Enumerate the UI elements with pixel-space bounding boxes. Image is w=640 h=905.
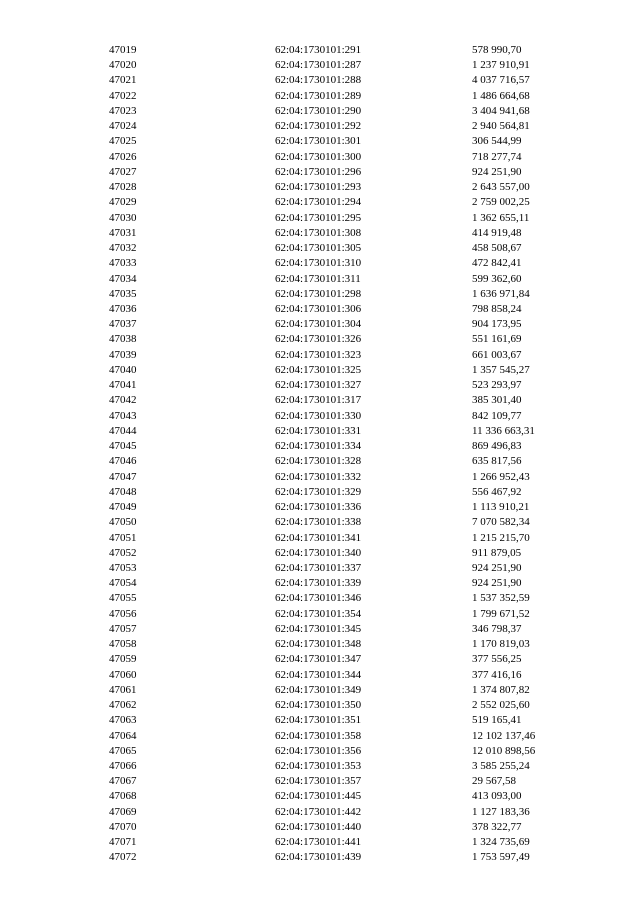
cadastral-value-cell: 1 362 655,11	[472, 211, 530, 224]
row-number-cell: 47040	[109, 363, 137, 376]
row-number-cell: 47022	[109, 89, 137, 102]
table-row	[109, 211, 592, 226]
cadastral-number-cell: 62:04:1730101:290	[275, 104, 362, 117]
cadastral-number-cell: 62:04:1730101:289	[275, 89, 362, 102]
cadastral-value-cell: 842 109,77	[472, 409, 522, 422]
table-row	[109, 576, 592, 591]
cadastral-value-cell: 798 858,24	[472, 302, 522, 315]
cadastral-number-cell: 62:04:1730101:287	[275, 59, 362, 72]
cadastral-value-cell: 378 322,77	[472, 820, 522, 833]
table-row	[109, 774, 592, 789]
cadastral-value-cell: 523 293,97	[472, 379, 522, 392]
row-number-cell: 47038	[109, 333, 137, 346]
cadastral-value-cell: 1 113 910,21	[472, 501, 530, 514]
cadastral-value-cell: 1 237 910,91	[472, 59, 530, 72]
cadastral-number-cell: 62:04:1730101:351	[275, 714, 362, 727]
row-number-cell: 47049	[109, 501, 137, 514]
cadastral-number-cell: 62:04:1730101:337	[275, 561, 362, 574]
table-row	[109, 683, 592, 698]
cadastral-number-cell: 62:04:1730101:345	[275, 622, 362, 635]
cadastral-value-cell: 472 842,41	[472, 257, 522, 270]
table-row	[109, 607, 592, 622]
row-number-cell: 47069	[109, 805, 137, 818]
row-number-cell: 47031	[109, 226, 137, 239]
cadastral-number-cell: 62:04:1730101:308	[275, 226, 362, 239]
cadastral-number-cell: 62:04:1730101:325	[275, 363, 362, 376]
row-number-cell: 47072	[109, 851, 137, 864]
table-row	[109, 393, 592, 408]
table-row	[109, 256, 592, 271]
cadastral-number-cell: 62:04:1730101:328	[275, 455, 362, 468]
cadastral-value-cell: 1 127 183,36	[472, 805, 530, 818]
cadastral-number-cell: 62:04:1730101:354	[275, 607, 362, 620]
row-number-cell: 47048	[109, 485, 137, 498]
row-number-cell: 47051	[109, 531, 137, 544]
table-row	[109, 546, 592, 561]
cadastral-value-cell: 1 170 819,03	[472, 638, 530, 651]
table-row	[109, 287, 592, 302]
table-row	[109, 58, 592, 73]
cadastral-value-cell: 924 251,90	[472, 577, 522, 590]
table-row	[109, 165, 592, 180]
cadastral-number-cell: 62:04:1730101:292	[275, 120, 362, 133]
row-number-cell: 47044	[109, 424, 137, 437]
row-number-cell: 47053	[109, 561, 137, 574]
row-number-cell: 47046	[109, 455, 137, 468]
cadastral-number-cell: 62:04:1730101:293	[275, 181, 362, 194]
cadastral-value-cell: 1 486 664,68	[472, 89, 530, 102]
row-number-cell: 47050	[109, 516, 137, 529]
cadastral-number-cell: 62:04:1730101:301	[275, 135, 362, 148]
cadastral-number-cell: 62:04:1730101:306	[275, 302, 362, 315]
row-number-cell: 47066	[109, 760, 137, 773]
table-row	[109, 561, 592, 576]
cadastral-value-cell: 1 374 807,82	[472, 683, 530, 696]
table-row	[109, 302, 592, 317]
table-row	[109, 591, 592, 606]
cadastral-value-cell: 306 544,99	[472, 135, 522, 148]
table-row	[109, 485, 592, 500]
cadastral-number-cell: 62:04:1730101:334	[275, 440, 362, 453]
cadastral-value-cell: 11 336 663,31	[472, 424, 535, 437]
row-number-cell: 47034	[109, 272, 137, 285]
cadastral-number-cell: 62:04:1730101:339	[275, 577, 362, 590]
row-number-cell: 47065	[109, 744, 137, 757]
table-row	[109, 805, 592, 820]
row-number-cell: 47042	[109, 394, 137, 407]
cadastral-value-cell: 377 416,16	[472, 668, 522, 681]
cadastral-value-cell: 599 362,60	[472, 272, 522, 285]
cadastral-value-cell: 924 251,90	[472, 561, 522, 574]
table-row	[109, 637, 592, 652]
cadastral-value-cell: 12 102 137,46	[472, 729, 536, 742]
row-number-cell: 47071	[109, 836, 137, 849]
cadastral-number-cell: 62:04:1730101:295	[275, 211, 362, 224]
table-row	[109, 515, 592, 530]
cadastral-value-cell: 414 919,48	[472, 226, 522, 239]
row-number-cell: 47043	[109, 409, 137, 422]
row-number-cell: 47054	[109, 577, 137, 590]
cadastral-number-cell: 62:04:1730101:300	[275, 150, 362, 163]
cadastral-value-cell: 1 799 671,52	[472, 607, 530, 620]
cadastral-number-cell: 62:04:1730101:311	[275, 272, 361, 285]
cadastral-number-cell: 62:04:1730101:323	[275, 348, 362, 361]
cadastral-number-cell: 62:04:1730101:304	[275, 318, 362, 331]
table-row	[109, 226, 592, 241]
cadastral-value-cell: 3 585 255,24	[472, 760, 530, 773]
table-row	[109, 622, 592, 637]
table-row	[109, 729, 592, 744]
row-number-cell: 47023	[109, 104, 137, 117]
row-number-cell: 47029	[109, 196, 137, 209]
row-number-cell: 47019	[109, 44, 137, 56]
cadastral-value-cell: 12 010 898,56	[472, 744, 536, 757]
table-row	[109, 789, 592, 804]
table-row	[109, 668, 592, 683]
cadastral-value-cell: 904 173,95	[472, 318, 522, 331]
cadastral-value-cell: 2 940 564,81	[472, 120, 530, 133]
cadastral-value-cell: 2 759 002,25	[472, 196, 530, 209]
row-number-cell: 47060	[109, 668, 137, 681]
cadastral-value-cell: 911 879,05	[472, 546, 522, 559]
table-body	[109, 43, 592, 866]
cadastral-value-cell: 2 552 025,60	[472, 699, 530, 712]
cadastral-number-cell: 62:04:1730101:310	[275, 257, 362, 270]
cadastral-value-cell: 1 753 597,49	[472, 851, 530, 864]
cadastral-value-cell: 413 093,00	[472, 790, 522, 803]
cadastral-number-cell: 62:04:1730101:356	[275, 744, 362, 757]
table-row	[109, 850, 592, 865]
row-number-cell: 47068	[109, 790, 137, 803]
cadastral-value-cell: 1 537 352,59	[472, 592, 530, 605]
cadastral-value-cell: 1 215 215,70	[472, 531, 530, 544]
table-row	[109, 317, 592, 332]
row-number-cell: 47070	[109, 820, 137, 833]
table-row	[109, 470, 592, 485]
cadastral-number-cell: 62:04:1730101:440	[275, 820, 362, 833]
cadastral-number-cell: 62:04:1730101:439	[275, 851, 362, 864]
table-row	[109, 43, 592, 58]
cadastral-value-table	[109, 43, 592, 866]
table-row	[109, 500, 592, 515]
cadastral-value-cell: 924 251,90	[472, 165, 522, 178]
row-number-cell: 47035	[109, 287, 137, 300]
table-row	[109, 424, 592, 439]
cadastral-value-cell: 718 277,74	[472, 150, 522, 163]
row-number-cell: 47067	[109, 775, 137, 788]
row-number-cell: 47027	[109, 165, 137, 178]
table-row	[109, 241, 592, 256]
row-number-cell: 47020	[109, 59, 137, 72]
table-row	[109, 652, 592, 667]
cadastral-number-cell: 62:04:1730101:445	[275, 790, 362, 803]
cadastral-value-cell: 29 567,58	[472, 775, 516, 788]
table-row	[109, 180, 592, 195]
row-number-cell: 47062	[109, 699, 137, 712]
cadastral-number-cell: 62:04:1730101:350	[275, 699, 362, 712]
cadastral-value-cell: 869 496,83	[472, 440, 522, 453]
cadastral-number-cell: 62:04:1730101:288	[275, 74, 362, 87]
table-row	[109, 835, 592, 850]
row-number-cell: 47056	[109, 607, 137, 620]
cadastral-number-cell: 62:04:1730101:346	[275, 592, 362, 605]
table-row	[109, 713, 592, 728]
table-row	[109, 89, 592, 104]
cadastral-number-cell: 62:04:1730101:338	[275, 516, 362, 529]
table-row	[109, 363, 592, 378]
cadastral-value-cell: 4 037 716,57	[472, 74, 530, 87]
cadastral-number-cell: 62:04:1730101:344	[275, 668, 362, 681]
row-number-cell: 47025	[109, 135, 137, 148]
cadastral-number-cell: 62:04:1730101:357	[275, 775, 362, 788]
row-number-cell: 47059	[109, 653, 137, 666]
row-number-cell: 47063	[109, 714, 137, 727]
cadastral-value-cell: 458 508,67	[472, 242, 522, 255]
cadastral-value-cell: 578 990,70	[472, 44, 522, 56]
row-number-cell: 47028	[109, 181, 137, 194]
row-number-cell: 47037	[109, 318, 137, 331]
cadastral-value-cell: 7 070 582,34	[472, 516, 530, 529]
cadastral-value-cell: 635 817,56	[472, 455, 522, 468]
cadastral-value-cell: 1 266 952,43	[472, 470, 530, 483]
cadastral-number-cell: 62:04:1730101:358	[275, 729, 362, 742]
cadastral-number-cell: 62:04:1730101:348	[275, 638, 362, 651]
cadastral-number-cell: 62:04:1730101:330	[275, 409, 362, 422]
table-row	[109, 531, 592, 546]
cadastral-value-cell: 556 467,92	[472, 485, 522, 498]
table-row	[109, 454, 592, 469]
row-number-cell: 47026	[109, 150, 137, 163]
table-row	[109, 409, 592, 424]
table-row	[109, 104, 592, 119]
cadastral-number-cell: 62:04:1730101:317	[275, 394, 362, 407]
cadastral-number-cell: 62:04:1730101:340	[275, 546, 362, 559]
cadastral-number-cell: 62:04:1730101:294	[275, 196, 362, 209]
row-number-cell: 47041	[109, 379, 137, 392]
cadastral-value-cell: 1 324 735,69	[472, 836, 530, 849]
cadastral-value-cell: 346 798,37	[472, 622, 522, 635]
table-row	[109, 698, 592, 713]
table-row	[109, 134, 592, 149]
cadastral-number-cell: 62:04:1730101:332	[275, 470, 362, 483]
table-row	[109, 73, 592, 88]
row-number-cell: 47033	[109, 257, 137, 270]
table-row	[109, 150, 592, 165]
cadastral-number-cell: 62:04:1730101:326	[275, 333, 362, 346]
row-number-cell: 47039	[109, 348, 137, 361]
table-row	[109, 820, 592, 835]
cadastral-value-cell: 3 404 941,68	[472, 104, 530, 117]
cadastral-number-cell: 62:04:1730101:353	[275, 760, 362, 773]
row-number-cell: 47061	[109, 683, 137, 696]
cadastral-number-cell: 62:04:1730101:329	[275, 485, 362, 498]
row-number-cell: 47032	[109, 242, 137, 255]
cadastral-number-cell: 62:04:1730101:442	[275, 805, 362, 818]
cadastral-value-cell: 377 556,25	[472, 653, 522, 666]
row-number-cell: 47064	[109, 729, 137, 742]
table-row	[109, 759, 592, 774]
cadastral-number-cell: 62:04:1730101:296	[275, 165, 362, 178]
row-number-cell: 47058	[109, 638, 137, 651]
cadastral-number-cell: 62:04:1730101:336	[275, 501, 362, 514]
table-row	[109, 272, 592, 287]
row-number-cell: 47047	[109, 470, 137, 483]
cadastral-number-cell: 62:04:1730101:347	[275, 653, 362, 666]
table-row	[109, 332, 592, 347]
row-number-cell: 47055	[109, 592, 137, 605]
cadastral-value-cell: 551 161,69	[472, 333, 522, 346]
cadastral-number-cell: 62:04:1730101:441	[275, 836, 362, 849]
table-row	[109, 744, 592, 759]
row-number-cell: 47036	[109, 302, 137, 315]
table-row	[109, 378, 592, 393]
cadastral-number-cell: 62:04:1730101:331	[275, 424, 362, 437]
cadastral-number-cell: 62:04:1730101:298	[275, 287, 362, 300]
table-row	[109, 439, 592, 454]
cadastral-value-cell: 1 357 545,27	[472, 363, 530, 376]
table-row	[109, 119, 592, 134]
cadastral-value-cell: 1 636 971,84	[472, 287, 530, 300]
row-number-cell: 47021	[109, 74, 137, 87]
cadastral-number-cell: 62:04:1730101:305	[275, 242, 362, 255]
table-row	[109, 348, 592, 363]
cadastral-value-cell: 519 165,41	[472, 714, 522, 727]
cadastral-number-cell: 62:04:1730101:291	[275, 44, 362, 56]
row-number-cell: 47057	[109, 622, 137, 635]
row-number-cell: 47024	[109, 120, 137, 133]
cadastral-number-cell: 62:04:1730101:349	[275, 683, 362, 696]
cadastral-value-cell: 385 301,40	[472, 394, 522, 407]
row-number-cell: 47052	[109, 546, 137, 559]
cadastral-value-cell: 661 003,67	[472, 348, 522, 361]
table-row	[109, 195, 592, 210]
cadastral-number-cell: 62:04:1730101:327	[275, 379, 362, 392]
cadastral-value-cell: 2 643 557,00	[472, 181, 530, 194]
row-number-cell: 47045	[109, 440, 137, 453]
row-number-cell: 47030	[109, 211, 137, 224]
cadastral-number-cell: 62:04:1730101:341	[275, 531, 362, 544]
